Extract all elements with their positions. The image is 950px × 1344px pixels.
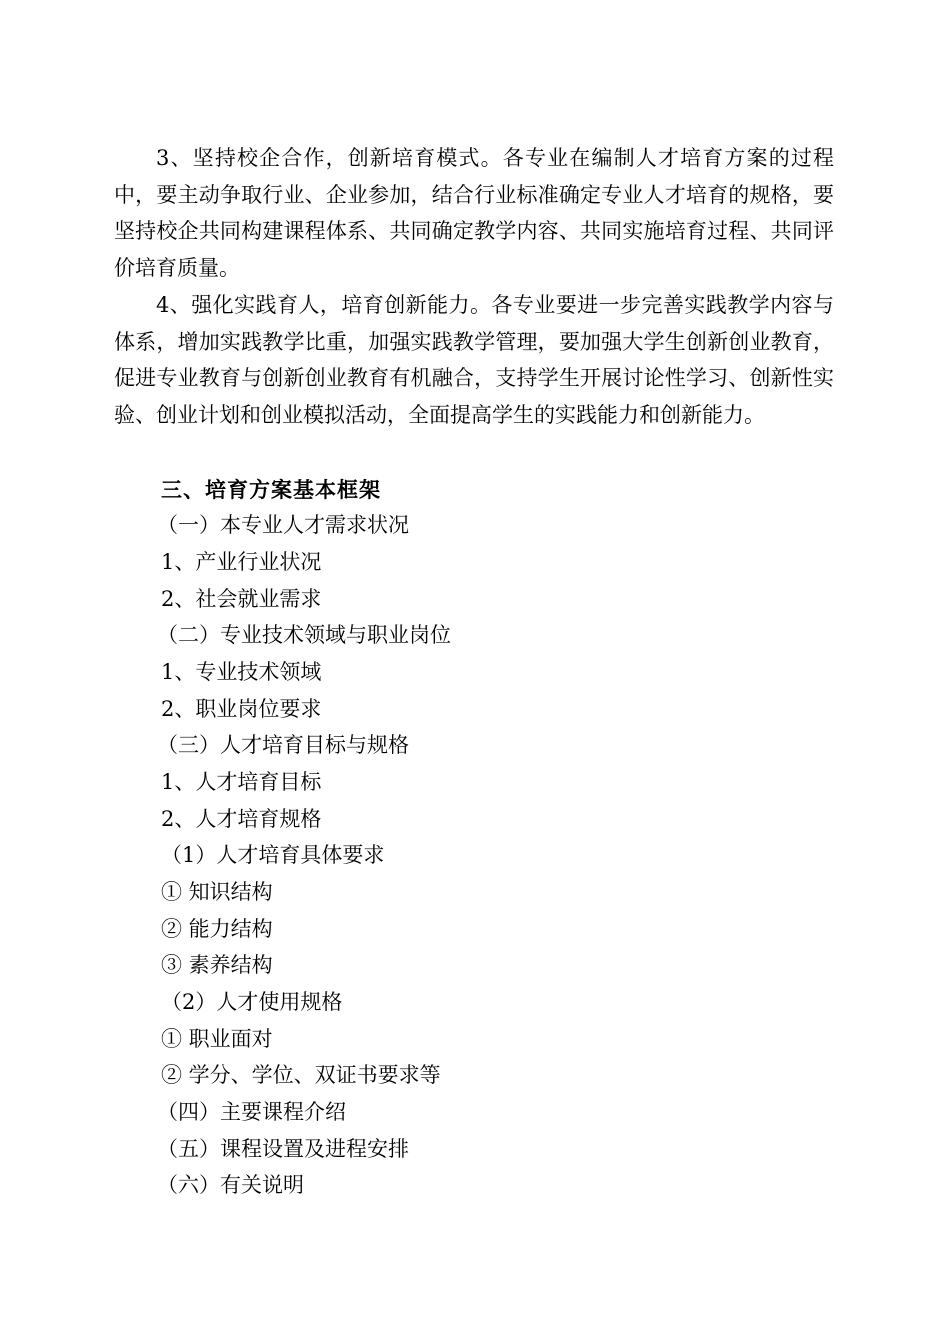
outline-item: 2、职业岗位要求 xyxy=(161,697,322,721)
outline-item: （四）主要课程介绍 xyxy=(157,1100,346,1124)
outline-item: 1、人才培育目标 xyxy=(161,770,322,794)
outline-item: （二）专业技术领域与职业岗位 xyxy=(157,623,451,647)
section-heading: 三、培育方案基本框架 xyxy=(161,477,381,502)
outline-item: （一）本专业人才需求状况 xyxy=(157,513,409,537)
outline-item: ② 学分、学位、双证书要求等 xyxy=(161,1063,441,1087)
outline-item: 1、产业行业状况 xyxy=(161,550,322,574)
outline-item: （五）课程设置及进程安排 xyxy=(157,1137,409,1161)
outline-item: ① 知识结构 xyxy=(161,880,273,904)
outline-item: （1）人才培育具体要求 xyxy=(161,843,385,867)
outline-item: 2、社会就业需求 xyxy=(161,587,322,611)
outline-item: ③ 素养结构 xyxy=(161,953,273,977)
paragraph-school-enterprise: 3、坚持校企合作，创新培育模式。各专业在编制人才培育方案的过程中，要主动争取行业、企业参加，结合行业标准确定专业人才培育的规格，要坚持校企共同构建课程体系、共同确定教学内容、共同实施培育过程、共同评价培育质量。 xyxy=(114,146,834,280)
outline-item: （六）有关说明 xyxy=(157,1173,304,1197)
outline-item: ② 能力结构 xyxy=(161,917,273,941)
paragraph-practice: 4、强化实践育人，培育创新能力。各专业要进一步完善实践教学内容与体系，增加实践教学比重，加强实践教学管理，要加强大学生创新创业教育，促进专业教育与创新创业教育有机融合，支持学生开展讨论性学习、创新性实验、创业计划和创业模拟活动，全面提高学生的实践能力和创新能力。 xyxy=(114,293,834,427)
outline-item: 1、专业技术领域 xyxy=(161,660,322,684)
outline-item: 2、人才培育规格 xyxy=(161,807,322,831)
outline-item: （2）人才使用规格 xyxy=(161,990,343,1014)
outline-item: （三）人才培育目标与规格 xyxy=(157,733,409,757)
outline-item: ① 职业面对 xyxy=(161,1027,273,1051)
